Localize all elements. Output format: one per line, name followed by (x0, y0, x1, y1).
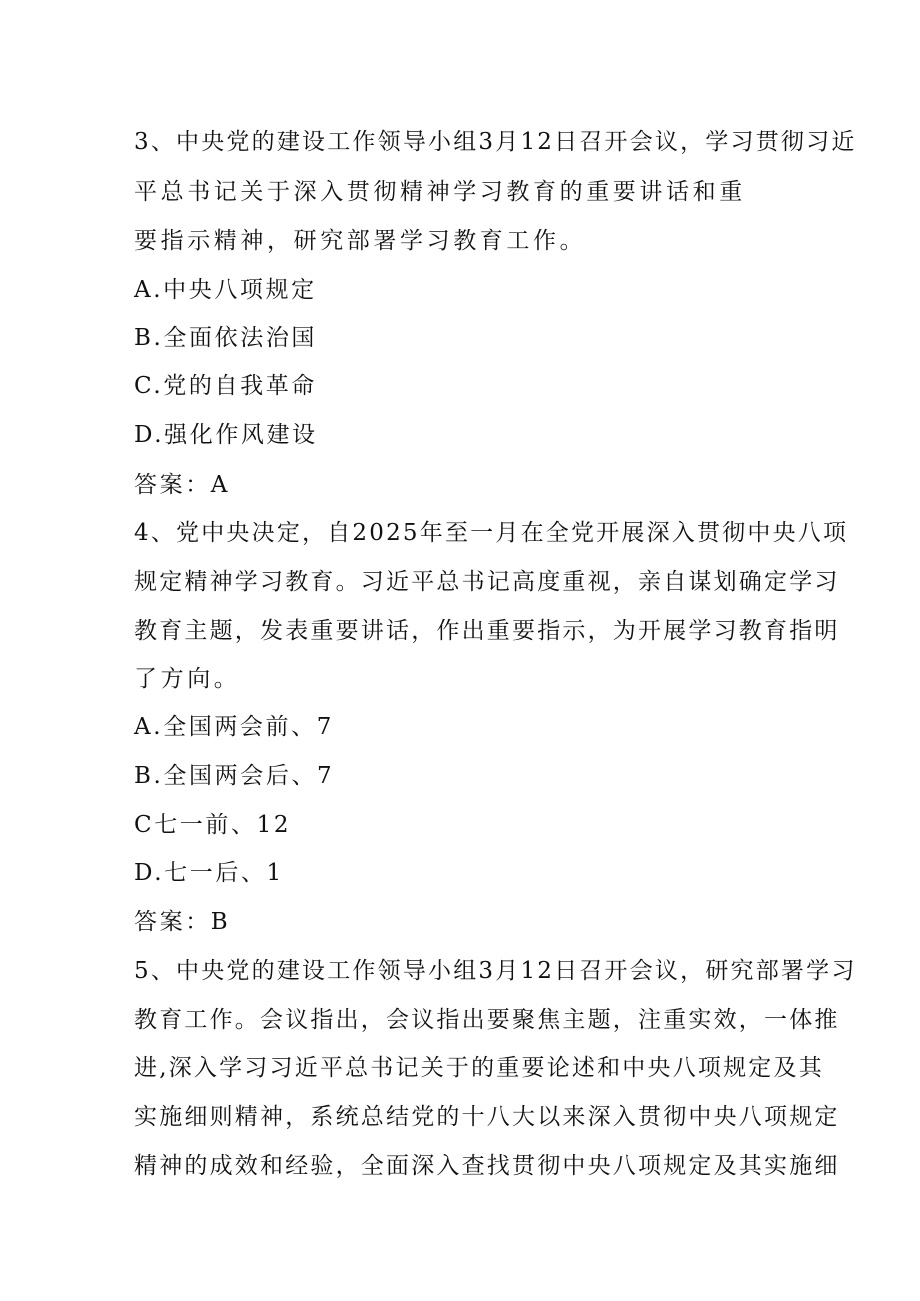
question-4-option-a: A.全国两会前、7 (134, 714, 334, 740)
question-4-option-b: B.全国两会后、7 (134, 763, 335, 789)
question-4-option-c: C七一前、12 (134, 812, 292, 838)
question-5-line-4: 实施细则精神，系统总结党的十八大以来深入贯彻中央八项规定 (134, 1104, 840, 1130)
question-5-line-1: 5、中央党的建设工作领导小组3月12日召开会议，研究部署学习 (134, 958, 857, 984)
question-5-line-3: 进,深入学习习近平总书记关于的重要论述和中央八项规定及其 (134, 1055, 824, 1081)
question-3-option-d: D.强化作风建设 (134, 422, 318, 448)
question-4-line-2: 规定精神学习教育。习近平总书记高度重视，亲自谋划确定学习 (134, 569, 840, 595)
question-3-line-3: 要指示精神，研究部署学习教育工作。 (134, 228, 587, 254)
question-3-line-2: 平总书记关于深入贯彻精神学习教育的重要讲话和重 (134, 179, 746, 205)
question-4-option-d: D.七一后、1 (134, 860, 284, 886)
question-5-line-2: 教育工作。会议指出，会议指出要聚焦主题，注重实效，一体推 (134, 1007, 840, 1033)
question-3-option-a: A.中央八项规定 (134, 277, 317, 303)
question-3-line-1: 3、中央党的建设工作领导小组3月12日召开会议，学习贯彻习近 (134, 129, 857, 155)
question-4-answer: 答案：B (134, 909, 231, 935)
question-3-answer: 答案：A (134, 472, 231, 498)
question-5-line-5: 精神的成效和经验，全面深入查找贯彻中央八项规定及其实施细 (134, 1153, 840, 1179)
question-4-line-3: 教育主题，发表重要讲话，作出重要指示，为开展学习教育指明 (134, 618, 840, 644)
question-3-option-b: B.全面依法治国 (134, 325, 318, 351)
question-3-option-c: C.党的自我革命 (134, 373, 317, 399)
question-4-line-1: 4、党中央决定，自2025年至一月在全党开展深入贯彻中央八项 (134, 520, 849, 546)
question-4-line-4: 了方向。 (134, 666, 241, 692)
